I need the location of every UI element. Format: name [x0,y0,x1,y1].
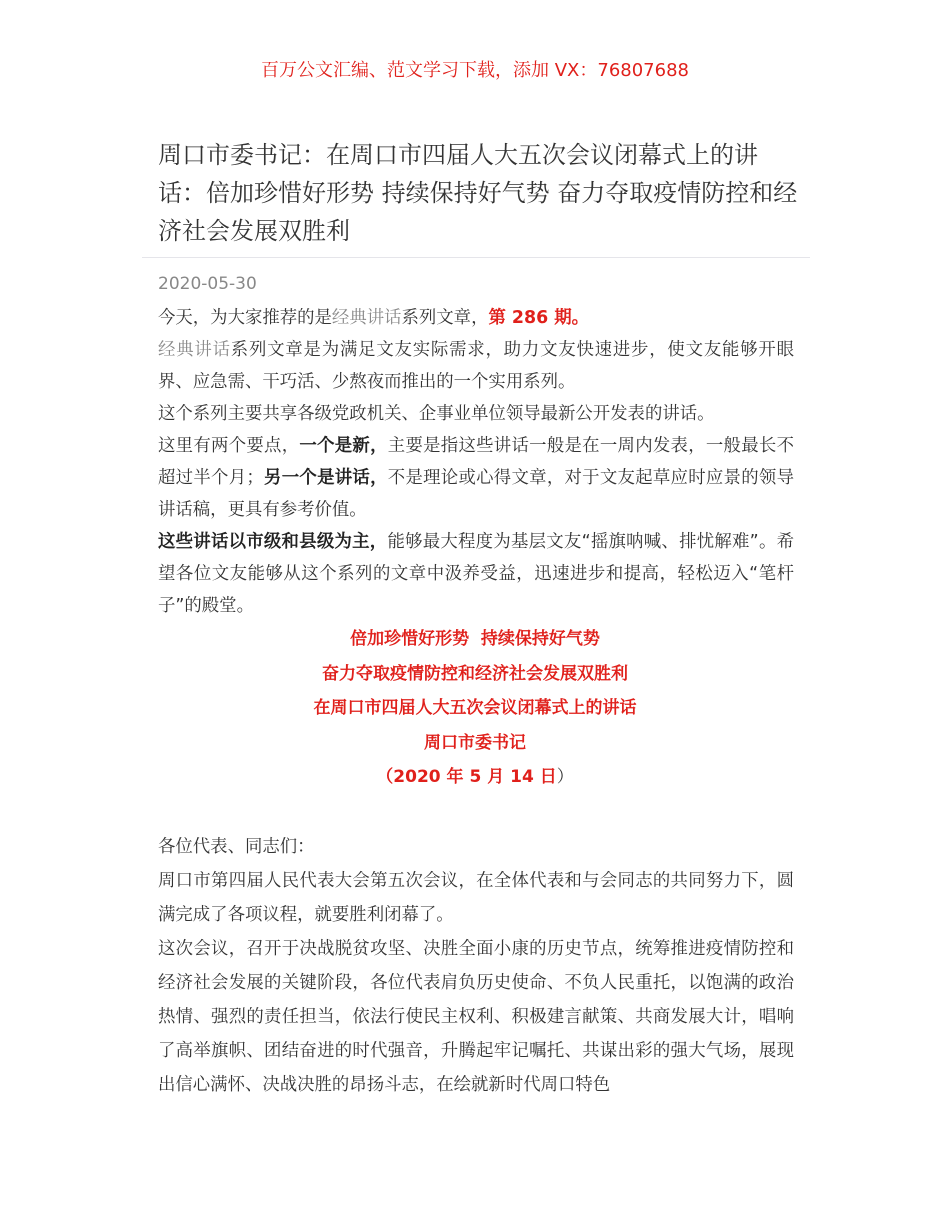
promo-banner: 百万公文汇编、范文学习下载，添加 VX：76807688 [261,60,689,81]
issue-number: 第 286 期。 [488,308,590,328]
speech-speaker: 周口市委书记 [424,732,526,753]
speech-heading-line: 奋力夺取疫情防控和经济社会发展双胜利 [322,663,628,684]
speech-body [158,830,794,1102]
intro-paragraph [158,430,794,526]
text: 主要是指这些讲话一般是在一周内发表，一般最长不超过半个月； [158,436,794,488]
publish-date: 2020-05-30 [158,274,257,294]
speech-date [0,760,950,795]
text: 不是理论或心得文章，对于文友起草应时应景的领导讲话稿，更具有参考价值。 [158,468,794,520]
speech-heading-line: 倍加珍惜好形势 持续保持好气势 [350,629,600,649]
intro-paragraph [158,526,794,622]
speech-headings [0,622,950,795]
text: 这里有两个要点， [158,436,300,456]
body-paragraph: 周口市第四届人民代表大会第五次会议，在全体代表和与会同志的共同努力下，圆满完成了各项议程，就要胜利闭幕了。 [158,871,794,925]
emphasis: 一个是新， [299,436,388,456]
series-name: 经典讲话 [158,340,231,360]
series-intro [158,302,794,622]
text: 系列文章是为满足文友实际需求，助力文友快速进步，使文友能够开眼界、应急需、干巧活、少熬夜而推出的一个实用系列。 [158,340,794,392]
text: 系列文章， [401,308,489,328]
text: 能够最大程度为基层文友“摇旗呐喊、排忧解难”。希望各位文友能够从这个系列的文章中汲养受益，迅速进步和提高，轻松迈入“笔杆子”的殿堂。 [158,532,794,616]
text: 今天，为大家推荐的是 [158,308,332,328]
emphasis: 这些讲话以市级和县级为主， [158,532,388,552]
intro-paragraph [158,302,794,334]
salutation: 各位代表、同志们： [158,837,315,857]
emphasis: 另一个是讲话， [263,468,388,488]
speech-date-close: ） [556,767,574,788]
speech-date-text: （2020 年 5 月 14 日 [376,767,557,788]
body-paragraph: 这次会议，召开于决战脱贫攻坚、决胜全面小康的历史节点，统筹推进疫情防控和经济社会发展的关键阶段，各位代表肩负历史使命、不负人民重托，以饱满的政治热情、强烈的责任担当，依法行使民主权利、积极建言献策、共商发展大计，唱响了高举旗帜、团结奋进的时代强音，升腾起牢记嘱托、共谋出彩的强大气场，展现出信心满怀、决战决胜的昂扬斗志，在绘就新时代周口特色 [158,939,794,1095]
title-divider [142,257,810,258]
series-name: 经典讲话 [331,308,402,328]
intro-paragraph: 这个系列主要共享各级党政机关、企事业单位领导最新公开发表的讲话。 [158,404,715,424]
intro-paragraph [158,334,794,398]
article-title: 周口市委书记：在周口市四届人大五次会议闭幕式上的讲话：倍加珍惜好形势 持续保持好气势 奋力夺取疫情防控和经济社会发展双胜利 [158,141,798,245]
speech-heading-line: 在周口市四届人大五次会议闭幕式上的讲话 [313,698,637,719]
